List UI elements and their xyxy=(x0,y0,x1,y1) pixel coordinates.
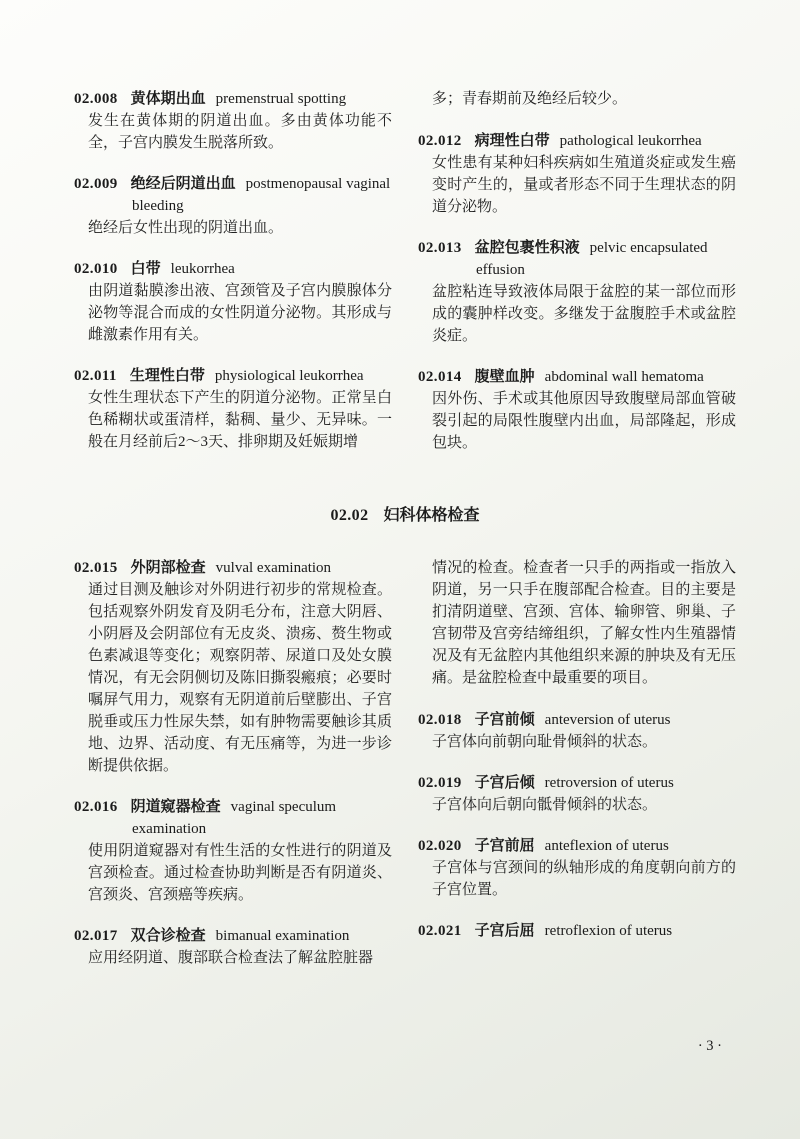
entry-heading xyxy=(74,796,392,840)
entry-definition: 盆腔粘连导致液体局限于盆腔的某一部位而形成的囊肿样改变。多继发于盆腹腔手术或盆腔炎症。 xyxy=(432,284,736,344)
entry-definition: 因外伤、手术或其他原因导致腹壁局部血管破裂引起的局限性腹壁内出血，局部隆起，形成包块。 xyxy=(432,391,736,451)
entry-definition: 子宫体向后朝向骶骨倾斜的状态。 xyxy=(432,797,658,813)
entry-term-zh: 盆腔包裹性积液 xyxy=(474,240,580,256)
bottom-columns xyxy=(74,557,736,988)
entry-heading xyxy=(74,173,392,217)
entry-code: 02.008 xyxy=(74,91,118,107)
entry-heading xyxy=(418,130,736,152)
entry-code: 02.014 xyxy=(418,369,462,385)
glossary-entry xyxy=(418,920,736,942)
section-code: 02.02 xyxy=(330,507,369,524)
entry-code: 02.011 xyxy=(74,368,117,384)
entry-code: 02.013 xyxy=(418,240,462,256)
glossary-entry xyxy=(418,366,736,454)
entry-term-zh: 生理性白带 xyxy=(129,368,205,384)
page-number: · 3 · xyxy=(697,1038,722,1054)
entry-heading xyxy=(74,88,392,110)
glossary-entry xyxy=(74,557,392,777)
entry-term-zh: 病理性白带 xyxy=(474,133,550,149)
entry-term-en: leukorrhea xyxy=(170,261,235,277)
entry-heading xyxy=(74,557,392,579)
entry-heading xyxy=(418,835,736,857)
glossary-entry xyxy=(74,925,392,969)
entry-code: 02.010 xyxy=(74,261,118,277)
glossary-entry xyxy=(74,796,392,906)
entry-definition: 发生在黄体期的阴道出血。多由黄体功能不全，子宫内膜发生脱落所致。 xyxy=(88,113,392,151)
entry-definition: 子宫体向前朝向耻骨倾斜的状态。 xyxy=(432,734,658,750)
top-left-column xyxy=(74,88,392,473)
glossary-entry xyxy=(74,258,392,346)
entry-term-en: bimanual examination xyxy=(215,928,350,944)
entry-term-zh: 阴道窥器检查 xyxy=(130,799,221,815)
bottom-left-column xyxy=(74,557,392,988)
entry-term-en: vaginal speculum examination xyxy=(132,799,337,837)
entry-term-en: pelvic encapsulated effusion xyxy=(476,240,708,278)
entry-term-en: anteflexion of uterus xyxy=(544,838,669,854)
glossary-entry xyxy=(74,365,392,453)
glossary-entry xyxy=(74,88,392,154)
entry-definition: 使用阴道窥器对有性生活的女性进行的阴道及宫颈检查。通过检查协助判断是否有阴道炎、宫颈炎、宫颈癌等疾病。 xyxy=(88,843,392,903)
section-title: 妇科体格检查 xyxy=(383,507,480,524)
section-heading xyxy=(74,505,736,527)
entry-code: 02.016 xyxy=(74,799,118,815)
entry-term-zh: 外阴部检查 xyxy=(130,560,206,576)
entry-term-zh: 子宫后屈 xyxy=(474,923,535,939)
entry-definition: 女性患有某种妇科疾病如生殖道炎症或发生癌变时产生的，量或者形态不同于生理状态的阴道分泌物。 xyxy=(432,155,736,215)
entry-heading xyxy=(74,258,392,280)
entry-term-zh: 子宫前屈 xyxy=(474,838,535,854)
glossary-entry xyxy=(418,237,736,347)
continuation-paragraph: 多；青春期前及绝经后较少。 xyxy=(432,91,628,107)
glossary-entry xyxy=(418,835,736,901)
entry-term-zh: 双合诊检查 xyxy=(130,928,206,944)
top-right-column xyxy=(418,88,736,473)
entry-term-en: physiological leukorrhea xyxy=(214,368,364,384)
top-columns xyxy=(74,88,736,473)
entry-term-zh: 腹壁血肿 xyxy=(474,369,535,385)
glossary-entry xyxy=(74,173,392,239)
entry-definition: 女性生理状态下产生的阴道分泌物。正常呈白色稀糊状或蛋清样，黏稠、量少、无异味。一般在月经前后2～3天、排卵期及妊娠期增 xyxy=(88,390,392,450)
entry-code: 02.020 xyxy=(418,838,462,854)
entry-term-en: retroflexion of uterus xyxy=(544,923,673,939)
entry-heading xyxy=(418,709,736,731)
entry-heading xyxy=(74,925,392,947)
bottom-right-column xyxy=(418,557,736,988)
entry-heading xyxy=(418,772,736,794)
entry-term-en: abdominal wall hematoma xyxy=(544,369,704,385)
glossary-entry xyxy=(418,772,736,816)
entry-definition: 应用经阴道、腹部联合检查法了解盆腔脏器 xyxy=(88,950,374,966)
glossary-entry xyxy=(418,130,736,218)
entry-term-en: vulval examination xyxy=(215,560,332,576)
entry-term-zh: 绝经后阴道出血 xyxy=(130,176,236,192)
entry-code: 02.015 xyxy=(74,560,118,576)
entry-definition: 绝经后女性出现的阴道出血。 xyxy=(88,220,284,236)
entry-heading xyxy=(418,237,736,281)
glossary-entry xyxy=(418,709,736,753)
entry-heading xyxy=(418,366,736,388)
entry-code: 02.017 xyxy=(74,928,118,944)
entry-heading xyxy=(74,365,392,387)
continuation-paragraph: 情况的检查。检查者一只手的两指或一指放入阴道，另一只手在腹部配合检查。目的主要是扪清阴道壁、宫颈、宫体、输卵管、卵巢、子宫韧带及宫旁结缔组织，了解女性内生殖器情况及有无盆腔内其他组织来源的肿块及有无压痛。是盆腔检查中最重要的项目。 xyxy=(432,560,736,686)
entry-definition: 通过目测及触诊对外阴进行初步的常规检查。包括观察外阴发育及阴毛分布，注意大阴唇、小阴唇及会阴部位有无皮炎、溃疡、赘生物或色素减退等变化；观察阴蒂、尿道口及处女膜情况，有无会阴侧切及陈旧撕裂瘢痕；必要时嘱屏气用力，观察有无阴道前后壁膨出、子宫脱垂或压力性尿失禁，如有肿物需要触诊其质地、边界、活动度、有无压痛等，为进一步诊断提供依据。 xyxy=(88,582,392,774)
entry-term-en: retroversion of uterus xyxy=(544,775,674,791)
entry-code: 02.021 xyxy=(418,923,462,939)
entry-code: 02.018 xyxy=(418,712,462,728)
entry-term-en: premenstrual spotting xyxy=(215,91,347,107)
entry-term-en: anteversion of uterus xyxy=(544,712,671,728)
entry-term-zh: 子宫后倾 xyxy=(474,775,535,791)
entry-term-en: pathological leukorrhea xyxy=(559,133,702,149)
entry-code: 02.012 xyxy=(418,133,462,149)
entry-definition: 由阴道黏膜渗出液、宫颈管及子宫内膜腺体分泌物等混合而成的女性阴道分泌物。其形成与雌激素作用有关。 xyxy=(88,283,392,343)
entry-heading xyxy=(418,920,736,942)
entry-term-en: postmenopausal vaginal bleeding xyxy=(132,176,391,214)
entry-term-zh: 黄体期出血 xyxy=(130,91,206,107)
entry-term-zh: 白带 xyxy=(130,261,161,277)
entry-term-zh: 子宫前倾 xyxy=(474,712,535,728)
entry-definition: 子宫体与宫颈间的纵轴形成的角度朝向前方的子宫位置。 xyxy=(432,860,736,898)
entry-code: 02.019 xyxy=(418,775,462,791)
entry-code: 02.009 xyxy=(74,176,118,192)
